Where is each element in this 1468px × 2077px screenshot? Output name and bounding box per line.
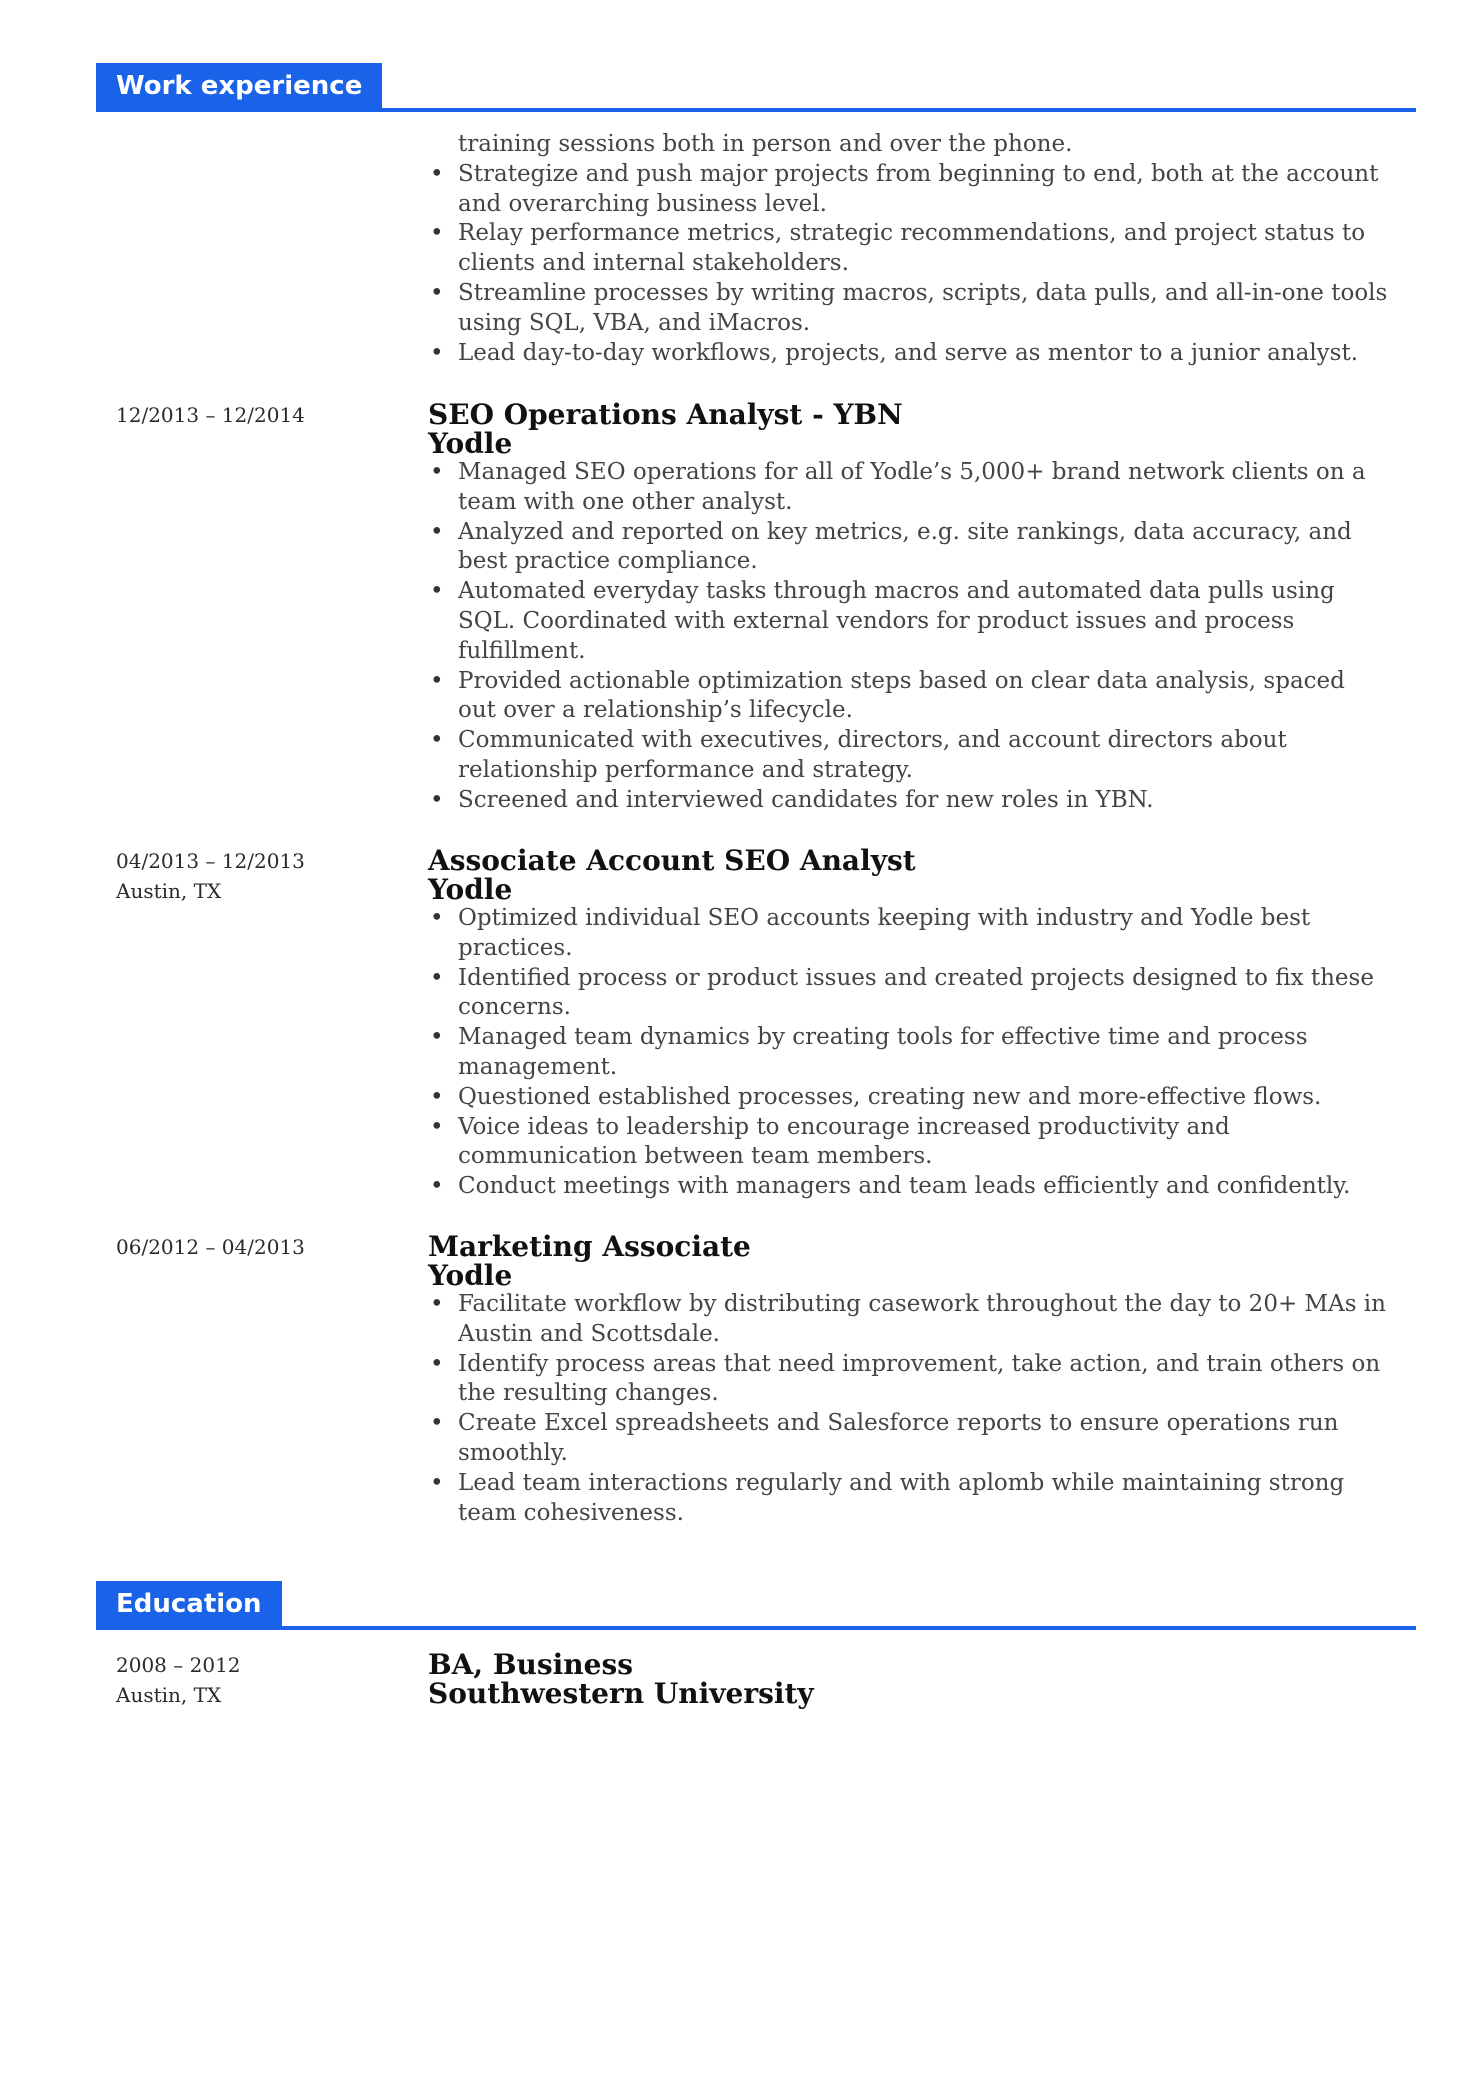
list-item: • Facilitate workflow by distributing casework throughout the day to 20+ MAs in Austin and Scottsdale. (428, 1290, 1388, 1350)
list-item: • Lead team interactions regularly and with aplomb while maintaining strong team cohesiveness. (428, 1469, 1388, 1529)
job-meta (116, 1232, 305, 1262)
job-title: Associate Account SEO Analyst (428, 844, 916, 877)
bullet-list (428, 130, 1388, 368)
list-item: • Identify process areas that need improvement, take action, and train others on the resulting changes. (428, 1350, 1388, 1410)
job-meta (116, 400, 305, 430)
list-item: • Voice ideas to leadership to encourage increased productivity and communication between team members. (428, 1113, 1388, 1173)
list-item: • Automated everyday tasks through macros and automated data pulls using SQL. Coordinated with external vendors for product issues and process fulfillment. (428, 577, 1388, 666)
work-experience-heading: Work experience (96, 63, 382, 109)
school-name: Southwestern University (428, 1677, 814, 1710)
job-title: Marketing Associate (428, 1230, 751, 1263)
list-item: • Screened and interviewed candidates for new roles in YBN. (428, 786, 1388, 816)
bullet-list (428, 904, 1388, 1202)
education-entry (428, 1650, 1388, 1708)
section-divider (96, 108, 1416, 112)
list-item: • Optimized individual SEO accounts keeping with industry and Yodle best practices. (428, 904, 1388, 964)
list-item: • Strategize and push major projects from beginning to end, both at the account and overarching business level. (428, 160, 1388, 220)
list-item: training sessions both in person and over the phone. (458, 131, 1073, 157)
education-header (96, 1581, 1416, 1629)
list-item: • Streamline processes by writing macros, scripts, data pulls, and all-in-one tools using SQL, VBA, and iMacros. (428, 279, 1388, 339)
education-heading: Education (96, 1581, 282, 1627)
job-title: SEO Operations Analyst - YBN (428, 398, 903, 431)
list-item: • Communicated with executives, directors, and account directors about relationship performance and strategy. (428, 726, 1388, 786)
job-location: Austin, TX (116, 879, 222, 903)
list-item: • Create Excel spreadsheets and Salesforce reports to ensure operations run smoothly. (428, 1409, 1388, 1469)
job-entry (428, 846, 1388, 1202)
job-dates: 12/2013 – 12/2014 (116, 403, 305, 427)
bullet-list (428, 1290, 1388, 1528)
job-entry (428, 1232, 1388, 1528)
company-name: Yodle (428, 873, 513, 906)
company-name: Yodle (428, 427, 513, 460)
list-item: • Provided actionable optimization steps based on clear data analysis, spaced out over a relationship’s lifecycle. (428, 667, 1388, 727)
work-experience-header (96, 63, 1416, 111)
company-name: Yodle (428, 1259, 513, 1292)
list-item: • Relay performance metrics, strategic recommendations, and project status to clients and internal stakeholders. (428, 219, 1388, 279)
job-dates: 04/2013 – 12/2013 (116, 849, 305, 873)
list-item: • Conduct meetings with managers and team leads efficiently and confidently. (428, 1172, 1388, 1202)
education-dates: 2008 – 2012 (116, 1653, 241, 1677)
degree-title: BA, Business (428, 1648, 634, 1681)
list-item: • Managed team dynamics by creating tools for effective time and process management. (428, 1023, 1388, 1083)
list-item: • Lead day-to-day workflows, projects, and serve as mentor to a junior analyst. (428, 339, 1388, 369)
list-item: • Identified process or product issues and created projects designed to fix these concerns. (428, 964, 1388, 1024)
list-item: • Analyzed and reported on key metrics, e.g. site rankings, data accuracy, and best practice compliance. (428, 518, 1388, 578)
job-dates: 06/2012 – 04/2013 (116, 1235, 305, 1259)
list-item: • Managed SEO operations for all of Yodle’s 5,000+ brand network clients on a team with one other analyst. (428, 458, 1388, 518)
continued-job-entry (428, 130, 1388, 368)
job-meta (116, 846, 305, 906)
job-entry (428, 400, 1388, 816)
bullet-list (428, 458, 1388, 816)
list-item: • Questioned established processes, creating new and more-effective flows. (428, 1083, 1388, 1113)
section-divider (96, 1626, 1416, 1630)
education-meta (116, 1650, 241, 1710)
education-location: Austin, TX (116, 1683, 222, 1707)
